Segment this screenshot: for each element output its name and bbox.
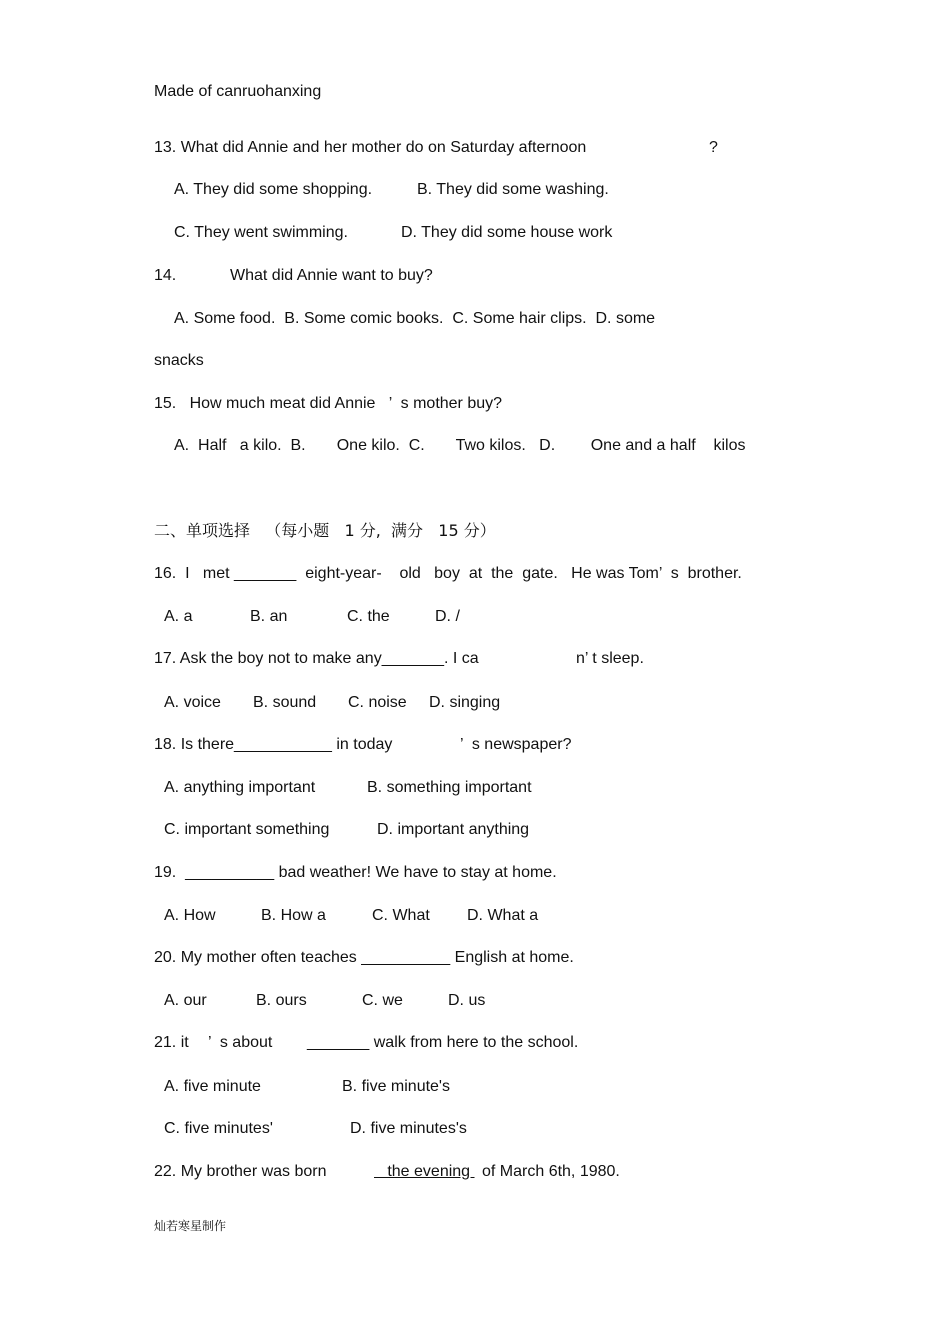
q19-option-a: A. How	[164, 907, 216, 924]
q21-option-b: B. five minute's	[342, 1078, 450, 1095]
q18-option-c: C. important something	[164, 821, 330, 838]
q14-options: A. Some food. B. Some comic books. C. Some hair clips. D. some	[174, 310, 656, 327]
q13-option-b: B. They did some washing.	[417, 181, 609, 198]
q18-stem-start: 18. Is there___________ in today	[154, 736, 393, 753]
q20-option-b: B. ours	[256, 992, 307, 1009]
q18-option-d: D. important anything	[377, 821, 530, 838]
q22-stem-end: of March 6th, 1980.	[482, 1163, 620, 1180]
q17-option-d: D. singing	[429, 694, 501, 711]
q22-underlined-phrase: the evening	[374, 1163, 475, 1180]
q20-option-c: C. we	[362, 992, 403, 1009]
footer-text: 灿若寒星制作	[154, 1219, 227, 1233]
q16-option-a: A. a	[164, 608, 193, 625]
q13-option-c: C. They went swimming.	[174, 224, 348, 241]
q21-stem-end: _______ walk from here to the school.	[307, 1034, 579, 1051]
q16-option-b: B. an	[250, 608, 288, 625]
q20-stem: 20. My mother often teaches __________ English at home.	[154, 949, 574, 966]
q19-option-b: B. How a	[261, 907, 326, 924]
q18-option-a: A. anything important	[164, 779, 316, 796]
q21-option-a: A. five minute	[164, 1078, 261, 1095]
q18-option-b: B. something important	[367, 779, 532, 796]
q17-stem-end: n’ t sleep.	[576, 650, 644, 667]
q20-option-a: A. our	[164, 992, 207, 1009]
q20-option-d: D. us	[448, 992, 486, 1009]
q13-mark: ?	[709, 139, 718, 156]
q14-number: 14.	[154, 267, 177, 284]
q21-option-d: D. five minutes's	[350, 1120, 467, 1137]
q19-stem: 19. __________ bad weather! We have to stay at home.	[154, 864, 557, 881]
q21-option-c: C. five minutes'	[164, 1120, 273, 1137]
q21-stem-start: 21. it	[154, 1034, 189, 1051]
q14-options-wrap: snacks	[154, 352, 204, 369]
q15-stem: 15. How much meat did Annie ’ s mother buy?	[154, 395, 503, 412]
q13-stem: 13. What did Annie and her mother do on Saturday afternoon	[154, 139, 587, 156]
q15-options: A. Half a kilo. B. One kilo. C. Two kilos. D. One and a half kilos	[174, 437, 746, 454]
q17-option-a: A. voice	[164, 694, 221, 711]
q22-stem-start: 22. My brother was born	[154, 1163, 327, 1180]
q17-stem-start: 17. Ask the boy not to make any_______. I ca	[154, 650, 479, 667]
q19-option-d: D. What a	[467, 907, 539, 924]
q13-option-a: A. They did some shopping.	[174, 181, 373, 198]
q13-option-d: D. They did some house work	[401, 224, 613, 241]
q17-option-c: C. noise	[348, 694, 407, 711]
section-title: 二、单项选择 （每小题 1 分, 满分 15 分）	[154, 521, 496, 540]
q18-stem-end: ’ s newspaper?	[460, 736, 572, 753]
q21-stem-mid: ’ s about	[208, 1034, 273, 1051]
q14-stem: What did Annie want to buy?	[230, 267, 433, 284]
header-text: Made of canruohanxing	[154, 83, 322, 100]
q19-option-c: C. What	[372, 907, 430, 924]
q16-stem: 16. I met _______ eight-year- old boy at the gate. He was Tom’ s brother.	[154, 565, 742, 582]
q16-option-d: D. /	[435, 608, 460, 625]
q17-option-b: B. sound	[253, 694, 317, 711]
q16-option-c: C. the	[347, 608, 390, 625]
